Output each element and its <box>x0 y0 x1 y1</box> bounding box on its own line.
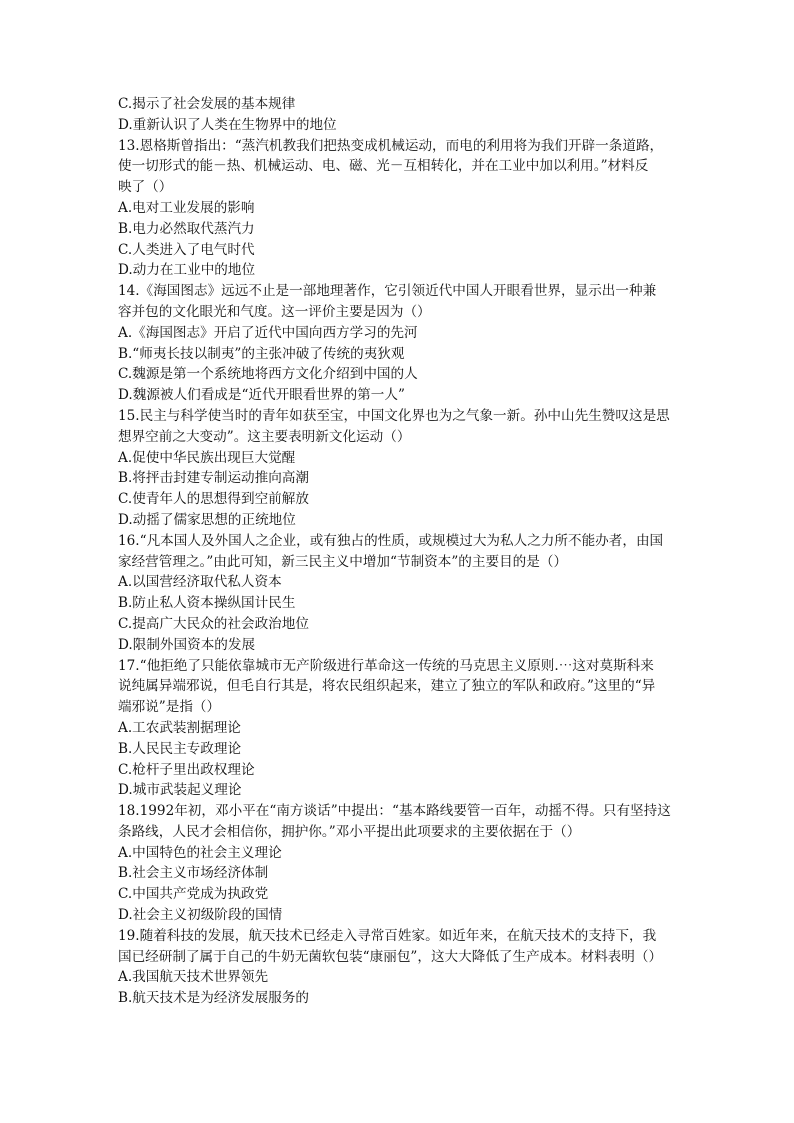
question-block <box>118 406 678 531</box>
question-stem-line: 家经营管理之。”由此可知，新三民主义中增加“节制资本”的主要目的是（） <box>118 553 568 570</box>
question-stem-line: 映了（） <box>118 179 173 196</box>
question-block <box>118 656 678 802</box>
question-stem-line: 条路线，人民才会相信你，拥护你。”邓小平提出此项要求的主要依据在于（） <box>118 823 581 840</box>
answer-option: A.《海国图志》开启了近代中国向西方学习的先河 <box>118 324 418 341</box>
question-stem-line: 15.民主与科学使当时的青年如获至宝，中国文化界也为之气象一新。孙中山先生赞叹这是思 <box>118 407 670 424</box>
answer-option: C.提高广大民众的社会政治地位 <box>118 615 309 632</box>
question-block <box>118 926 678 1009</box>
question-block <box>118 281 678 406</box>
question-stem-line: 19.随着科技的发展，航天技术已经走入寻常百姓家。如近年来，在航天技术的支持下，我 <box>118 927 657 944</box>
question-stem-line: 端邪说”是指（） <box>118 699 221 716</box>
question-stem-line: 14.《海国图志》远远不止是一部地理著作，它引领近代中国人开眼看世界，显示出一种兼 <box>118 283 657 300</box>
question-block <box>118 531 678 656</box>
question-stem <box>118 281 678 323</box>
question-stem <box>118 531 678 573</box>
answer-option: B.“师夷长技以制夷”的主张冲破了传统的夷狄观 <box>118 345 405 362</box>
answer-option: D.限制外国资本的发展 <box>118 636 256 653</box>
question-stem <box>118 406 678 448</box>
answer-option: C.魏源是第一个系统地将西方文化介绍到中国的人 <box>118 366 418 383</box>
question-stem-line: 16.“凡本国人及外国人之企业，或有独占的性质，或规模过大为私人之力所不能办者，由国 <box>118 532 664 549</box>
answer-option: C.枪杆子里出政权理论 <box>118 761 255 778</box>
answer-option: C.人类进入了电气时代 <box>118 241 255 258</box>
answer-option: B.社会主义市场经济体制 <box>118 865 269 882</box>
answer-option: D.城市武装起义理论 <box>118 782 242 799</box>
answer-option: C.使青年人的思想得到空前解放 <box>118 491 309 508</box>
answer-option: D.动力在工业中的地位 <box>118 262 256 279</box>
answer-option: A.以国营经济取代私人资本 <box>118 574 282 591</box>
answer-option: C.中国共产党成为执政党 <box>118 886 269 903</box>
question-stem-line: 使一切形式的能－热、机械运动、电、磁、光－互相转化，并在工业中加以利用。”材料反 <box>118 158 649 175</box>
question-content <box>118 94 678 1009</box>
question-stem-line: 说纯属异端邪说，但毛自行其是，将农民组织起来，建立了独立的军队和政府。”这里的“异 <box>118 678 656 695</box>
answer-option: A.我国航天技术世界领先 <box>118 969 269 986</box>
answer-option: A.电对工业发展的影响 <box>118 199 255 216</box>
question-stem <box>118 801 678 843</box>
question-stem-line: 13.恩格斯曾指出：“蒸汽机教我们把热变成机械运动，而电的利用将为我们开辟一条道路， <box>118 137 664 154</box>
answer-option: A.促使中华民族出现巨大觉醒 <box>118 449 296 466</box>
answer-option: B.电力必然取代蒸汽力 <box>118 220 255 237</box>
question-stem <box>118 926 678 968</box>
question-stem <box>118 136 678 198</box>
question-stem-line: 容并包的文化眼光和气度。这一评价主要是因为（） <box>118 303 431 320</box>
question-block <box>118 801 678 926</box>
lead-option: C.揭示了社会发展的基本规律 <box>118 96 296 112</box>
question-block <box>118 136 678 282</box>
answer-option: B.人民民主专政理论 <box>118 740 242 757</box>
question-stem-line: 想界空前之大变动”。这主要表明新文化运动（） <box>118 428 411 445</box>
lead-option: D.重新认识了人类在生物界中的地位 <box>118 116 337 133</box>
question-stem-line: 17.“他拒绝了只能依靠城市无产阶级进行革命这一传统的马克思主义原则.⋯这对莫斯科来 <box>118 657 654 674</box>
answer-option: B.将抨击封建专制运动推向高潮 <box>118 470 310 487</box>
answer-option: A.工农武装割据理论 <box>118 719 241 736</box>
question-stem-line: 国已经研制了属于自己的牛奶无菌软包装“康丽包”，这大大降低了生产成本。材料表明（） <box>118 948 663 965</box>
answer-option: B.航天技术是为经济发展服务的 <box>118 990 310 1007</box>
question-stem-line: 18.1992年初，邓小平在“南方谈话”中提出：“基本路线要管一百年，动摇不得。只有坚持这 <box>118 803 671 820</box>
answer-option: A.中国特色的社会主义理论 <box>118 844 282 861</box>
answer-option: D.魏源被人们看成是“近代开眼看世界的第一人” <box>118 387 405 404</box>
answer-option: D.社会主义初级阶段的国情 <box>118 907 283 924</box>
question-stem <box>118 656 678 718</box>
answer-option: B.防止私人资本操纵国计民生 <box>118 595 296 612</box>
answer-option: D.动摇了儒家思想的正统地位 <box>118 511 296 528</box>
